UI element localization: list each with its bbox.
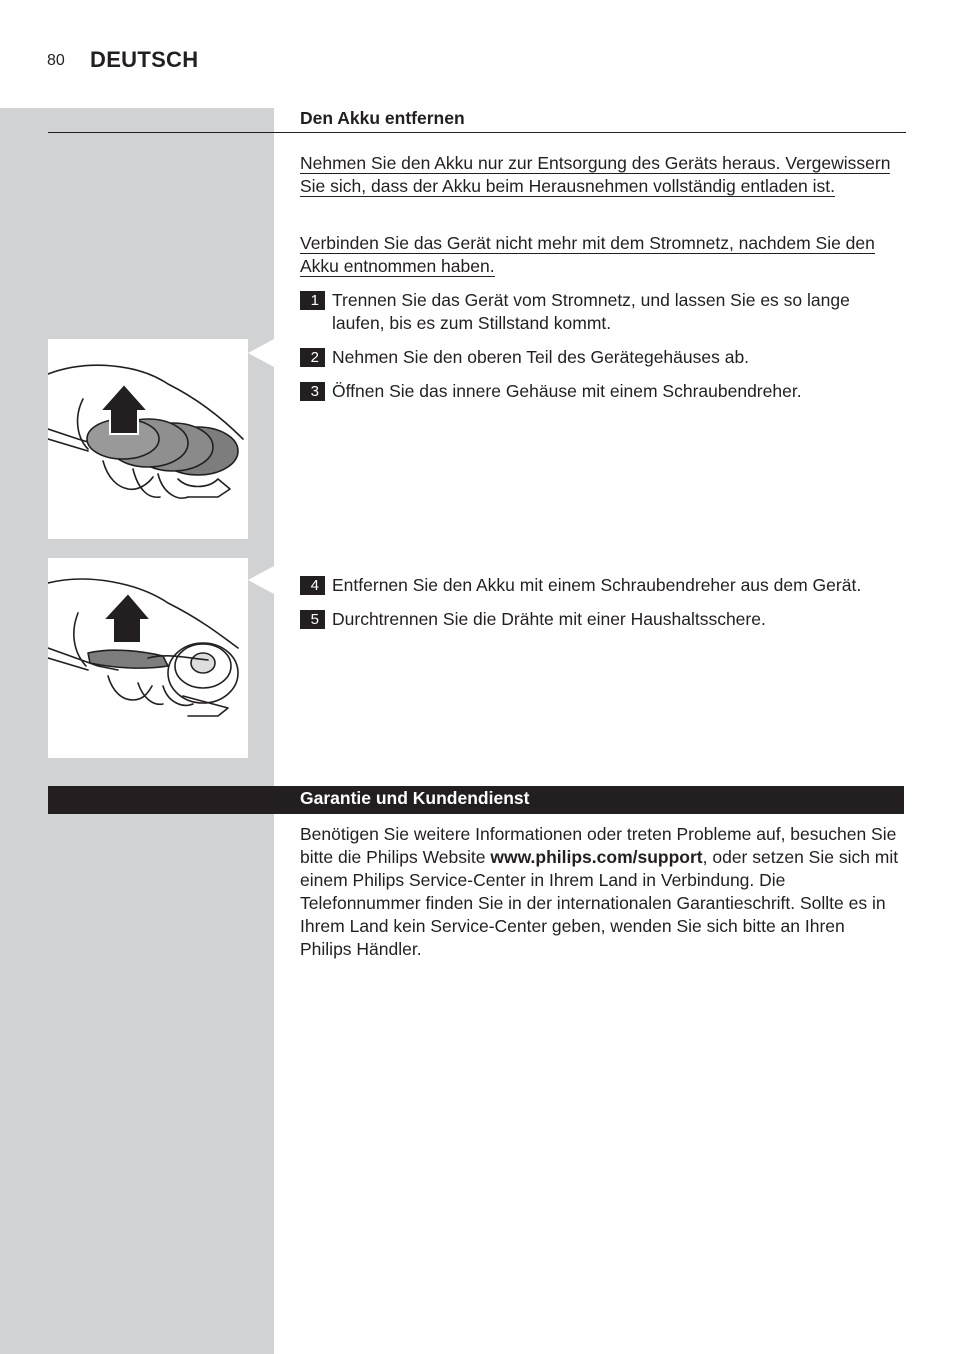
step-text: Öffnen Sie das innere Gehäuse mit einem Schraubendreher. [332, 381, 802, 401]
figure-pointer [248, 339, 274, 367]
section-heading-garantie: Garantie und Kundendienst [300, 788, 530, 808]
step-text: Nehmen Sie den oberen Teil des Gerätegehäuses ab. [332, 347, 750, 367]
step-number: 1 [300, 291, 325, 310]
figure-pointer [248, 566, 274, 594]
warning-paragraph-2 [300, 232, 900, 278]
arrow-up-icon [103, 593, 151, 643]
garantie-text-after: , oder setzen Sie sich mit einem Philips Service-Center in Ihrem Land in Verbindung. Die Telefonnummer finden Sie in der internationalen Garantieschrift. Sollte es in Ihrem Land kein Service-Center geben, wenden Sie sich bitte an Ihren Philips Händler. [300, 847, 899, 959]
figure-remove-battery [48, 558, 248, 758]
garantie-text-before: Benötigen Sie weitere Informationen oder treten Probleme auf, besuchen Sie bitte die Philips Website [300, 824, 897, 867]
warning-text-2: Verbinden Sie das Gerät nicht mehr mit dem Stromnetz, nachdem Sie den Akku entnommen haben. [300, 233, 875, 276]
step-text: Trennen Sie das Gerät vom Stromnetz, und lassen Sie es so lange laufen, bis es zum Stillstand kommt. [332, 290, 850, 333]
illustration-shaver-disassembly [48, 339, 248, 539]
figure-open-housing [48, 339, 248, 539]
section-heading-akku: Den Akku entfernen [300, 108, 465, 128]
page-number: 80 [47, 52, 65, 69]
step-number: 4 [300, 576, 325, 595]
warning-text-1: Nehmen Sie den Akku nur zur Entsorgung des Geräts heraus. Vergewissern Sie sich, dass der Akku beim Herausnehmen vollständig entladen ist. [300, 153, 891, 196]
support-link[interactable]: www.philips.com/support [490, 847, 703, 867]
language-heading: DEUTSCH [90, 47, 199, 72]
step-text: Entfernen Sie den Akku mit einem Schraubendreher aus dem Gerät. [332, 575, 862, 595]
step-number: 2 [300, 348, 325, 367]
step-number: 3 [300, 382, 325, 401]
warning-paragraph-1 [300, 152, 900, 198]
step-number: 5 [300, 610, 325, 629]
garantie-paragraph [300, 823, 900, 961]
section-rule [48, 132, 906, 133]
step-text: Durchtrennen Sie die Drähte mit einer Haushaltsschere. [332, 609, 766, 629]
illustration-battery-removal [48, 558, 248, 758]
